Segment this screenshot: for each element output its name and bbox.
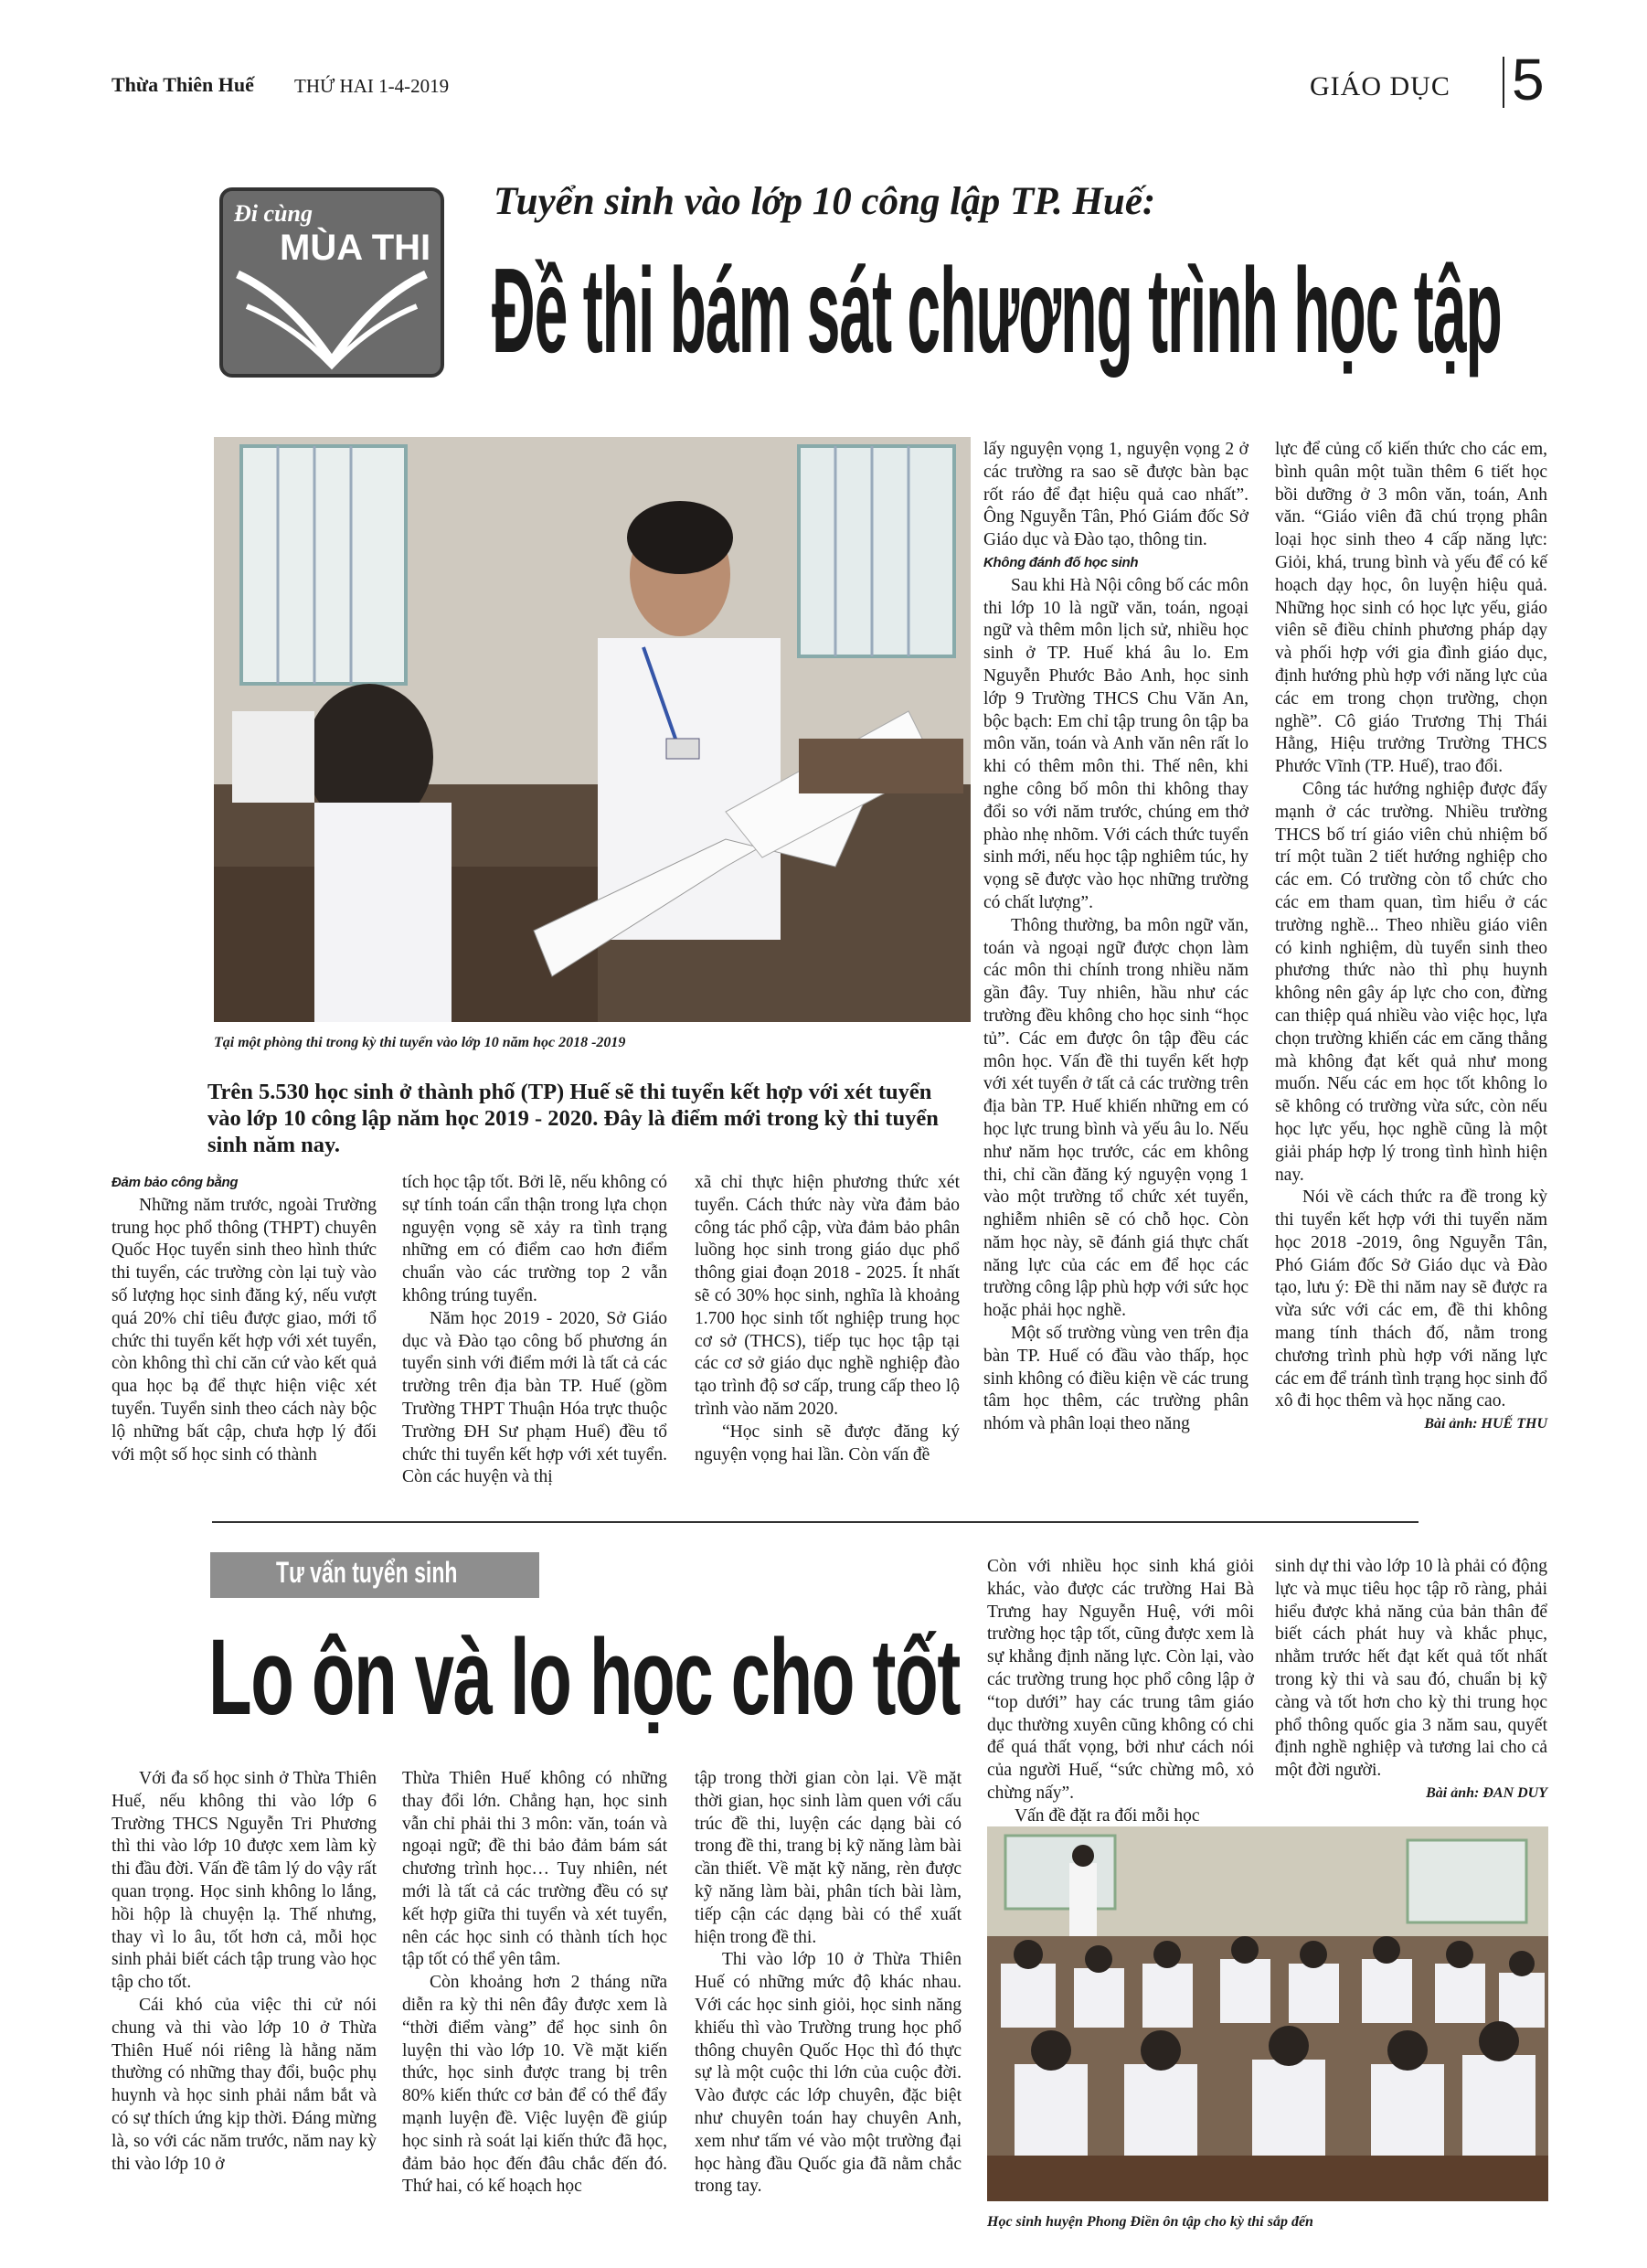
masthead-divider	[1503, 57, 1504, 108]
paragraph: Thừa Thiên Huế không có những thay đổi lớn. Chẳng hạn, học sinh vẫn chỉ phải thi 3 môn: văn, toán và ngoại ngữ; đề thi bảo đảm bám sát chương trình học… Tuy nhiên, nét mới là tất cả các trường đều có sự kết hợp giữa thi tuyển và xét tuyển, nên các học sinh có thành tích học tập tốt có thể yên tâm.	[402, 1769, 667, 1970]
paragraph: Với đa số học sinh ở Thừa Thiên Huế, nếu không thi vào lớp 6 Trường THCS Nguyễn Tri Phương thì thi vào lớp 10 được xem làm kỳ thi đầu đời. Vấn đề tâm lý do vậy rất quan trọng. Học sinh không lo lắng, hồi hộp là chuyện lạ. Thế nhưng, thay vì lo âu, tốt hơn cả, mỗi học sinh phải biết cách tập trung vào học tập cho tốt.	[112, 1769, 377, 1993]
paragraph: Nói về cách thức ra đề trong kỳ thi tuyển kết hợp với thi tuyển năm học 2018 -2019, ông Nguyễn Tân, Phó Giám đốc Sở Giáo dục và Đào tạo, lưu ý: Đề thi năm nay sẽ được ra vừa sức với các em, đề thi không mang tính thách đố, nằm trong chương trình phù hợp với năng lực các em để tránh tình trạng học sinh đổ xô đi học thêm và học năng cao.	[1275, 1187, 1547, 1411]
paragraph: Còn với nhiều học sinh khá giỏi khác, vào được các trường Hai Bà Trưng hay Nguyễn Huệ, với môi trường học tập tốt, cũng được xem là sự khẳng định năng lực. Còn lại, vào các trường trung học phổ công lập ở “top dưới” hay các trung tâm giáo dục thường xuyên cũng không có chi để quá thất vọng, bởi như cách nói của người Huế, “sức chừng mô, xỏ chừng nấy”.	[987, 1557, 1254, 1803]
paragraph: Công tác hướng nghiệp được đẩy mạnh ở các trường. Nhiều trường THCS bố trí giáo viên chủ nhiệm bố trí một tuần 2 tiết hướng nghiệp cho các em. Có trường còn tổ chức cho các em tham quan, tìm hiểu ở các trường nghề... Theo nhiều giáo viên có kinh nghiệm, dù tuyển sinh theo phương thức nào thì phụ huynh không nên gây áp lực cho con, đừng can thiệp quá nhiều vào việc học, lựa chọn trường khiến các em căng thẳng mà không đạt kết quả như mong muốn. Nếu các em học tốt không lo sẽ không có trường vừa sức, còn nếu học lực yếu, học nghề cũng là một giải pháp hợp lý trong tình hình hiện nay.	[1275, 779, 1547, 1185]
article1-column-2	[402, 1172, 667, 1489]
article1-column-1	[112, 1172, 377, 1466]
paragraph: Sau khi Hà Nội công bố các môn thi lớp 10 là ngữ văn, toán, ngoại ngữ và thêm môn lịch sử, nhiều học sinh ở TP. Huế khá âu lo. Em Nguyễn Phước Bảo Anh, học sinh lớp 9 Trường THCS Chu Văn An, bộc bạch: Em chỉ tập trung ôn tập ba môn văn, toán và Anh văn nên rất lo khi có thêm môn thi. Thế nên, khi nghe công bố môn thi không thay đổi so với năm trước, chúng em thở phào nhẹ nhõm. Với cách thức tuyển sinh mới, nếu học tập nghiêm túc, hy vọng sẽ được vào học những trường có chất lượng”.	[983, 575, 1249, 912]
paragraph: tích học tập tốt. Bởi lẽ, nếu không có sự tính toán cẩn thận trong lựa chọn nguyện vọng sẽ xảy ra tình trạng những em có điểm cao hơn điểm chuẩn vào các trường top 2 vẫn không trúng tuyển.	[402, 1173, 667, 1305]
article-headline: Đề thi bám sát chương trình học tập	[492, 243, 1502, 378]
page-number: 5	[1512, 47, 1545, 112]
classroom-photo	[987, 1826, 1548, 2201]
subheading: Đảm bảo công bằng	[112, 1175, 239, 1190]
paragraph: Còn khoảng hơn 2 tháng nữa diễn ra kỳ thi nên đây được xem là “thời điểm vàng” để học sinh ôn luyện thi vào lớp 10. Về mặt kiến thức, học sinh được trang bị trên 80% kiến thức cơ bản để có thể đẩy mạnh luyện đề. Việc luyện đề giúp học sinh rà soát lại kiến thức đã học, đảm bảo học đến đâu chắc đến đó. Thứ hai, có kế hoạch học	[402, 1973, 667, 2197]
section-badge	[219, 187, 444, 378]
article2-column-3	[695, 1768, 962, 2199]
article2-column-1	[112, 1768, 377, 2176]
article2-column-4	[987, 1556, 1254, 1828]
open-book-icon	[219, 187, 444, 378]
paragraph: sinh dự thi vào lớp 10 là phải có động lực và mục tiêu học tập rõ ràng, phải hiểu được khả năng của bản thân để biết cách phát huy và khắc phục, nhằm trước hết đạt kết quả tốt nhất trong kỳ thi và sau đó, chuẩn bị kỹ càng và tốt hơn cho kỳ thi trung học phổ thông quốc gia 3 năm sau, quyết định nghề nghiệp và tương lai cho cả một đời người.	[1275, 1557, 1547, 1781]
paragraph: Năm học 2019 - 2020, Sở Giáo dục và Đào tạo công bố phương án tuyển sinh với điểm mới là tất cả các trường trên địa bàn TP. Huế (gồm Trường THPT Thuận Hóa trực thuộc Trường ĐH Sư phạm Huế) đều tổ chức thi tuyển kết hợp với xét tuyển. Còn các huyện và thị	[402, 1308, 667, 1487]
article1-column-4	[983, 439, 1249, 1436]
article1-column-3	[695, 1172, 960, 1466]
paragraph: xã chỉ thực hiện phương thức xét tuyển. Cách thức này vừa đảm bảo công tác phổ cập, vừa đảm bảo phân luồng học sinh trong giáo dục phổ thông giai đoạn 2018 - 2025. Ít nhất sẽ có 30% học sinh, nghĩa là khoảng 1.700 học sinh tốt nghiệp trung học cơ sở (THCS), tiếp tục học tập tại các cơ sở giáo dục nghề nghiệp đào tạo trình độ sơ cấp, trung cấp theo lộ trình vào năm 2020.	[695, 1173, 960, 1419]
paragraph: lực để củng cố kiến thức cho các em, bình quân một tuần thêm 6 tiết học bồi dưỡng ở 3 môn văn, toán, Anh văn. “Giáo viên đã chú trọng phân loại học sinh theo 4 cấp năng lực: Giỏi, khá, trung bình và yếu để có kế hoạch dạy học, ôn luyện hiệu quả. Những học sinh có học lực yếu, giáo viên sẽ điều chỉnh phương pháp dạy và phối hợp với gia đình giáo dục, định hướng phù hợp với năng lực của các em trong chọn trường, chọn nghề”. Cô giáo Trương Thị Thái Hằng, Hiệu trưởng Trường THCS Phước Vĩnh (TP. Huế), trao đổi.	[1275, 440, 1547, 777]
article1-column-5	[1275, 439, 1547, 1436]
badge-label-top: Đi cùng	[234, 200, 313, 227]
masthead-date: THỨ HAI 1-4-2019	[294, 75, 450, 97]
paragraph: Vấn đề đặt ra đối mỗi học	[1015, 1805, 1200, 1826]
paragraph: Một số trường vùng ven trên địa bàn TP. Huế có đầu vào thấp, học sinh không có điều kiện về các trung tâm học thêm, các trường phân nhóm và phân loại theo năng	[983, 1324, 1249, 1434]
paragraph: Những năm trước, ngoài Trường trung học phổ thông (THPT) chuyên Quốc Học tuyển sinh theo hình thức thi tuyển, các trường còn lại tuỳ vào số lượng học sinh đăng ký, nếu vượt quá 20% chỉ tiêu được giao, mới tổ chức thi tuyển kết hợp với xét tuyển, còn không thì chỉ căn cứ vào kết quả qua học bạ để thực hiện việc xét tuyển. Tuyển sinh theo cách này bộc lộ những bất cập, chưa hợp lý đối với một số học sinh có thành	[112, 1195, 377, 1464]
paragraph: Thông thường, ba môn ngữ văn, toán và ngoại ngữ được chọn làm các môn thi chính trong nhiều năm gần đây. Tuy nhiên, hầu như các trường đều không cho học sinh “học tủ”. Các em được ôn tập đều các môn học. Vấn đề thi tuyển kết hợp với xét tuyển ở tất cả các trường trên địa bàn TP. Huế khiến những em có học lực trung bình và yếu âu lo. Nếu như năm học trước, các em không thi, chỉ cần đăng ký nguyện vọng 1 vào một trường tổ chức xét tuyển, nghiễm nhiên sẽ có chỗ học. Còn năm học này, sẽ đánh giá thực chất năng lực của các em để học các trường công lập phù hợp với sức học hoặc phải học nghề.	[983, 915, 1249, 1321]
badge-label-bottom: MÙA THI	[280, 228, 431, 268]
subheading: Không đánh đố học sinh	[983, 554, 1139, 570]
paragraph: Cái khó của việc thi cử nói chung và thi vào lớp 10 ở Thừa Thiên Huế nói riêng là hằng năm thường có những thay đổi, buộc phụ huynh và học sinh phải nắm bắt và có sự thích ứng kịp thời. Đáng mừng là, so với các năm trước, năm nay kỳ thi vào lớp 10 ở	[112, 1995, 377, 2174]
masthead-paper-name: Thừa Thiên Huế	[112, 73, 254, 96]
photo-credit: Bài ảnh: HUẾ THU	[1424, 1416, 1547, 1432]
exam-room-photo	[214, 437, 971, 1022]
photo-caption: Học sinh huyện Phong Điền ôn tập cho kỳ thi sắp đến	[987, 2214, 1313, 2230]
section-tag	[210, 1552, 539, 1598]
paragraph: “Học sinh sẽ được đăng ký nguyện vọng hai lần. Còn vấn đề	[695, 1421, 960, 1464]
masthead-section: GIÁO DỤC	[1310, 71, 1450, 101]
article-separator	[212, 1521, 1419, 1523]
section-tag-label: Tư vấn tuyển sinh	[276, 1556, 458, 1589]
photo-caption: Tại một phòng thi trong kỳ thi tuyển vào lớp 10 năm học 2018 -2019	[214, 1035, 626, 1050]
paragraph: tập trong thời gian còn lại. Về mặt thời gian, học sinh làm quen với cấu trúc đề thi, luyện các dạng bài có trong đề thi, trang bị kỹ năng làm bài cần thiết. Về mặt kỹ năng, rèn được kỹ năng làm bài, phân tích bài làm, tiếp cận các dạng bài có thể xuất hiện trong đề thi.	[695, 1769, 962, 1947]
article-lead: Trên 5.530 học sinh ở thành phố (TP) Huế sẽ thi tuyển kết hợp với xét tuyển vào lớp 10 công lập năm học 2019 - 2020. Đây là điểm mới trong kỳ thi tuyển sinh năm nay.	[207, 1080, 939, 1157]
article2-headline: Lo ôn và lo học cho tốt	[208, 1617, 960, 1738]
paragraph: Thi vào lớp 10 ở Thừa Thiên Huế có những mức độ khác nhau. Với các học sinh giỏi, học sinh năng khiếu thì vào Trường trung học phổ thông chuyên Quốc Học thì đó thực sự là một cuộc thi lớn của cuộc đời. Vào được các lớp chuyên, đặc biệt như chuyên toán hay chuyên Anh, xem như tấm vé vào một trường đại học hàng đầu Quốc gia đã nằm chắc trong tay.	[695, 1950, 962, 2197]
paragraph: lấy nguyện vọng 1, nguyện vọng 2 ở các trường ra sao sẽ được bàn bạc rốt ráo để đạt hiệu quả cao nhất”. Ông Nguyễn Tân, Phó Giám đốc Sở Giáo dục và Đào tạo, thông tin.	[983, 440, 1249, 550]
photo-credit: Bài ảnh: ĐAN DUY	[1426, 1784, 1547, 1801]
article2-column-5	[1275, 1556, 1547, 1805]
article2-column-2	[402, 1768, 667, 2199]
article-kicker: Tuyển sinh vào lớp 10 công lập TP. Huế:	[494, 180, 1156, 223]
